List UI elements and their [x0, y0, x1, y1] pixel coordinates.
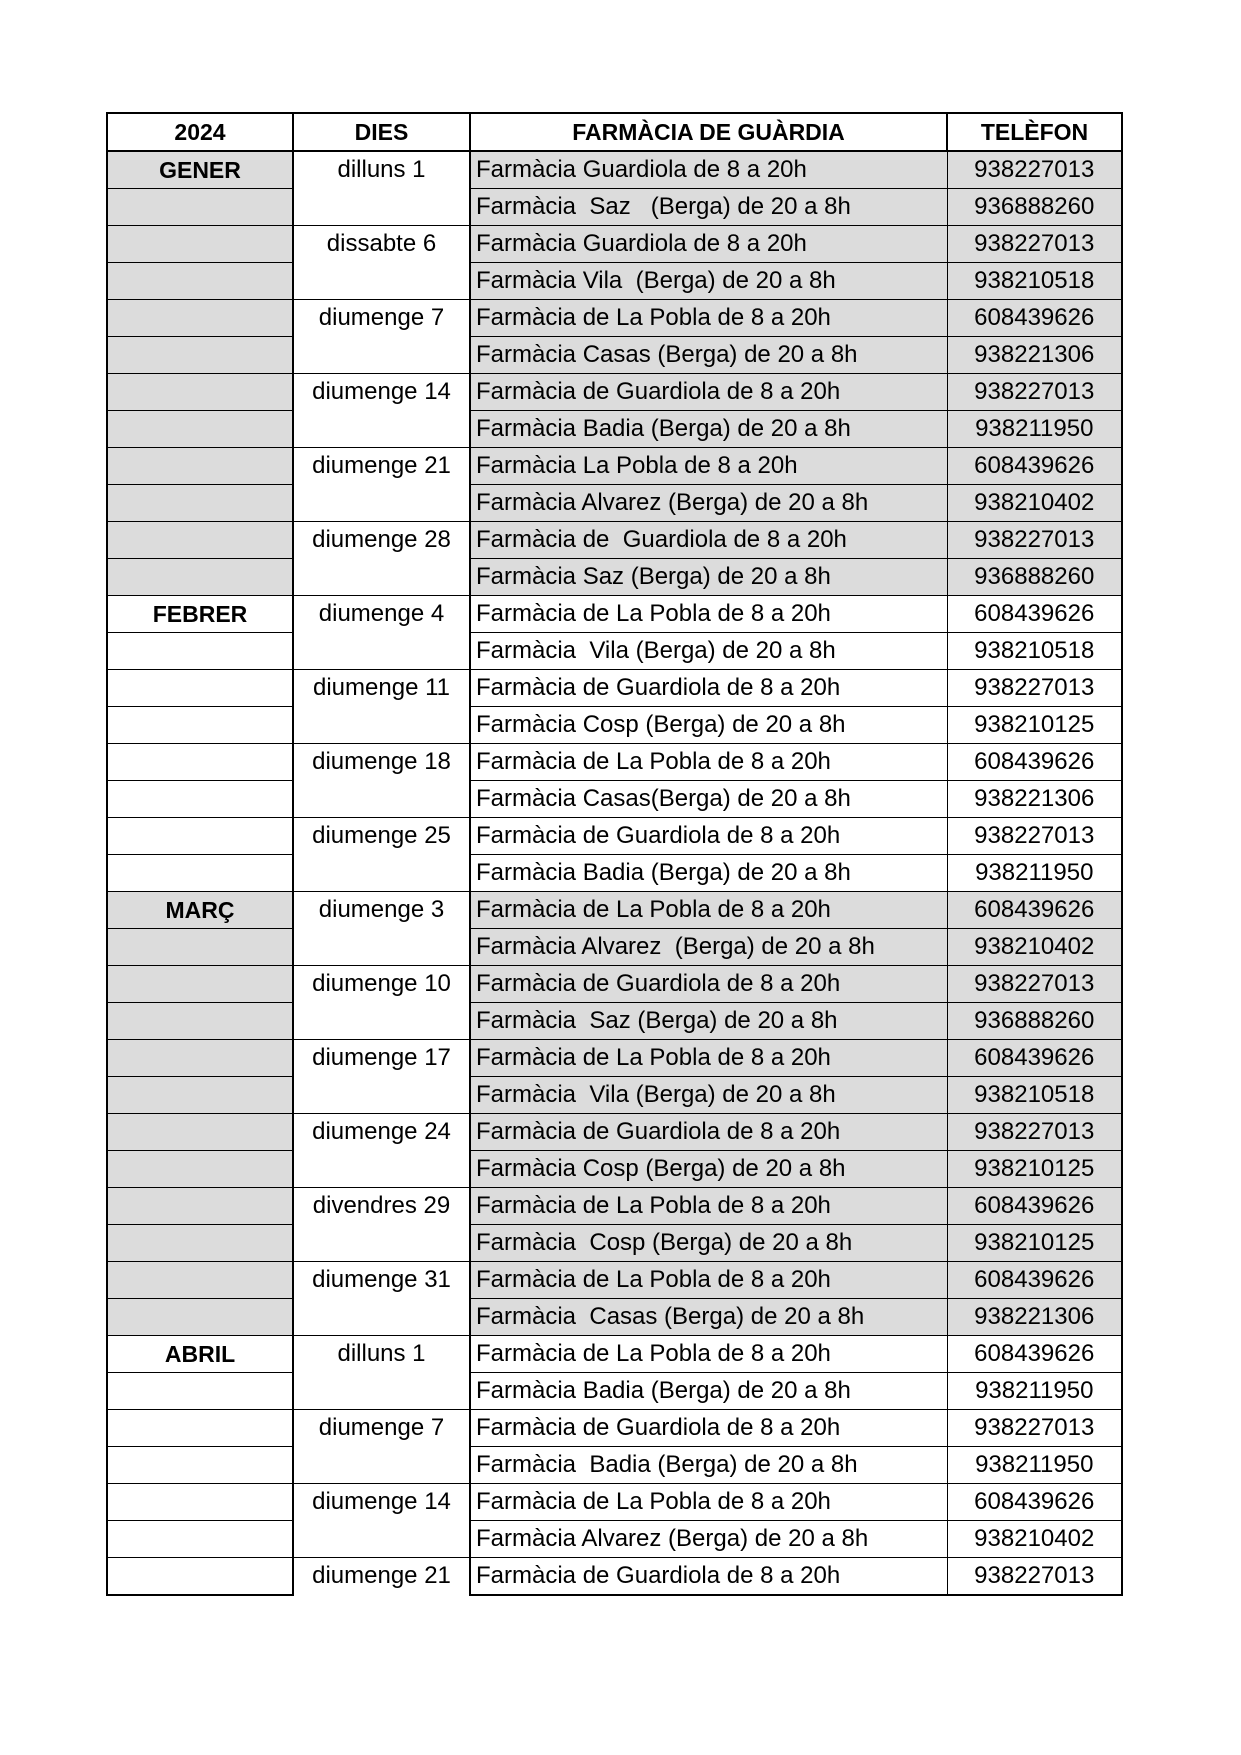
pharmacy-cell: Farmàcia de La Pobla de 8 a 20h [470, 1040, 947, 1077]
month-cell [107, 1299, 293, 1336]
phone-cell: 938227013 [947, 818, 1122, 855]
month-cell [107, 1447, 293, 1484]
month-cell [107, 1484, 293, 1521]
pharmacy-cell: Farmàcia Casas (Berga) de 20 a 8h [470, 337, 947, 374]
table-row [107, 448, 1122, 485]
table-row [107, 226, 1122, 263]
phone-cell: 608439626 [947, 448, 1122, 485]
table-row [107, 670, 1122, 707]
month-cell [107, 1521, 293, 1558]
table-row [107, 818, 1122, 855]
pharmacy-cell: Farmàcia Vila (Berga) de 20 a 8h [470, 1077, 947, 1114]
pharmacy-cell: Farmàcia Badia (Berga) de 20 a 8h [470, 1447, 947, 1484]
pharmacy-cell: Farmàcia de La Pobla de 8 a 20h [470, 596, 947, 633]
table-row [107, 411, 1122, 448]
pharmacy-cell: Farmàcia de Guardiola de 8 a 20h [470, 1558, 947, 1596]
pharmacy-cell: Farmàcia Vila (Berga) de 20 a 8h [470, 633, 947, 670]
pharmacy-cell: Farmàcia de La Pobla de 8 a 20h [470, 1484, 947, 1521]
pharmacy-cell: Farmàcia Vila (Berga) de 20 a 8h [470, 263, 947, 300]
phone-cell: 938211950 [947, 1373, 1122, 1410]
pharmacy-cell: Farmàcia Cosp (Berga) de 20 a 8h [470, 1225, 947, 1262]
table-row [107, 1373, 1122, 1410]
phone-cell: 938210125 [947, 1151, 1122, 1188]
month-cell [107, 1040, 293, 1077]
table-row [107, 1188, 1122, 1225]
phone-cell: 938227013 [947, 374, 1122, 411]
header-pharmacy: FARMÀCIA DE GUÀRDIA [470, 113, 947, 151]
month-cell: MARÇ [107, 892, 293, 929]
phone-cell: 608439626 [947, 596, 1122, 633]
month-cell: GENER [107, 151, 293, 189]
header-year: 2024 [107, 113, 293, 151]
phone-cell: 938227013 [947, 522, 1122, 559]
month-cell [107, 670, 293, 707]
phone-cell: 938210518 [947, 633, 1122, 670]
pharmacy-cell: Farmàcia Badia (Berga) de 20 a 8h [470, 855, 947, 892]
day-cell: dilluns 1 [293, 151, 470, 226]
header-days: DIES [293, 113, 470, 151]
month-cell [107, 818, 293, 855]
day-cell: diumenge 7 [293, 1410, 470, 1484]
phone-cell: 936888260 [947, 189, 1122, 226]
month-cell: ABRIL [107, 1336, 293, 1373]
phone-cell: 938211950 [947, 1447, 1122, 1484]
month-cell [107, 374, 293, 411]
pharmacy-cell: Farmàcia La Pobla de 8 a 20h [470, 448, 947, 485]
pharmacy-cell: Farmàcia de La Pobla de 8 a 20h [470, 892, 947, 929]
table-row [107, 1262, 1122, 1299]
phone-cell: 938227013 [947, 1114, 1122, 1151]
table-row [107, 337, 1122, 374]
table-row [107, 374, 1122, 411]
phone-cell: 608439626 [947, 1484, 1122, 1521]
phone-cell: 938221306 [947, 1299, 1122, 1336]
phone-cell: 608439626 [947, 300, 1122, 337]
month-cell [107, 448, 293, 485]
table-row [107, 1040, 1122, 1077]
table-row [107, 1114, 1122, 1151]
month-cell [107, 411, 293, 448]
table-row [107, 1336, 1122, 1373]
month-cell [107, 1114, 293, 1151]
month-cell [107, 1151, 293, 1188]
pharmacy-cell: Farmàcia Casas(Berga) de 20 a 8h [470, 781, 947, 818]
pharmacy-cell: Farmàcia Alvarez (Berga) de 20 a 8h [470, 1521, 947, 1558]
month-cell: FEBRER [107, 596, 293, 633]
month-cell [107, 485, 293, 522]
month-cell [107, 522, 293, 559]
phone-cell: 938227013 [947, 1558, 1122, 1596]
phone-cell: 608439626 [947, 744, 1122, 781]
day-cell: diumenge 7 [293, 300, 470, 374]
day-cell: diumenge 25 [293, 818, 470, 892]
table-row [107, 1151, 1122, 1188]
pharmacy-cell: Farmàcia de La Pobla de 8 a 20h [470, 300, 947, 337]
day-cell: dilluns 1 [293, 1336, 470, 1410]
month-cell [107, 1262, 293, 1299]
table-header [107, 113, 1122, 151]
pharmacy-cell: Farmàcia Saz (Berga) de 20 a 8h [470, 559, 947, 596]
table-row [107, 151, 1122, 189]
month-cell [107, 1003, 293, 1040]
phone-cell: 608439626 [947, 1336, 1122, 1373]
day-cell: diumenge 21 [293, 1558, 470, 1596]
table-row [107, 633, 1122, 670]
pharmacy-cell: Farmàcia de Guardiola de 8 a 20h [470, 374, 947, 411]
table-row [107, 1225, 1122, 1262]
phone-cell: 938210402 [947, 485, 1122, 522]
phone-cell: 608439626 [947, 892, 1122, 929]
table-row [107, 1077, 1122, 1114]
pharmacy-cell: Farmàcia Badia (Berga) de 20 a 8h [470, 411, 947, 448]
day-cell: diumenge 10 [293, 966, 470, 1040]
day-cell: divendres 29 [293, 1188, 470, 1262]
pharmacy-cell: Farmàcia de La Pobla de 8 a 20h [470, 1188, 947, 1225]
pharmacy-cell: Farmàcia de Guardiola de 8 a 20h [470, 1410, 947, 1447]
month-cell [107, 1225, 293, 1262]
day-cell: dissabte 6 [293, 226, 470, 300]
day-cell: diumenge 14 [293, 1484, 470, 1558]
phone-cell: 936888260 [947, 1003, 1122, 1040]
month-cell [107, 855, 293, 892]
month-cell [107, 226, 293, 263]
table-row [107, 189, 1122, 226]
day-cell: diumenge 18 [293, 744, 470, 818]
pharmacy-cell: Farmàcia Cosp (Berga) de 20 a 8h [470, 1151, 947, 1188]
phone-cell: 608439626 [947, 1040, 1122, 1077]
table-row [107, 1521, 1122, 1558]
day-cell: diumenge 24 [293, 1114, 470, 1188]
table-row [107, 522, 1122, 559]
day-cell: diumenge 11 [293, 670, 470, 744]
month-cell [107, 966, 293, 1003]
pharmacy-cell: Farmàcia de La Pobla de 8 a 20h [470, 1262, 947, 1299]
month-cell [107, 1558, 293, 1596]
day-cell: diumenge 3 [293, 892, 470, 966]
phone-cell: 608439626 [947, 1188, 1122, 1225]
month-cell [107, 744, 293, 781]
table-row [107, 300, 1122, 337]
header-row [107, 113, 1122, 151]
phone-cell: 938211950 [947, 411, 1122, 448]
month-cell [107, 189, 293, 226]
table-row [107, 1410, 1122, 1447]
pharmacy-cell: Farmàcia Alvarez (Berga) de 20 a 8h [470, 485, 947, 522]
table-row [107, 1447, 1122, 1484]
pharmacy-cell: Farmàcia Guardiola de 8 a 20h [470, 151, 947, 189]
table-row [107, 781, 1122, 818]
month-cell [107, 300, 293, 337]
phone-cell: 938210402 [947, 929, 1122, 966]
pharmacy-cell: Farmàcia de La Pobla de 8 a 20h [470, 1336, 947, 1373]
month-cell [107, 781, 293, 818]
table-row [107, 1558, 1122, 1596]
phone-cell: 938227013 [947, 226, 1122, 263]
pharmacy-cell: Farmàcia de Guardiola de 8 a 20h [470, 818, 947, 855]
month-cell [107, 337, 293, 374]
phone-cell: 936888260 [947, 559, 1122, 596]
pharmacy-cell: Farmàcia Saz (Berga) de 20 a 8h [470, 189, 947, 226]
phone-cell: 938227013 [947, 1410, 1122, 1447]
table-row [107, 1003, 1122, 1040]
table-row [107, 263, 1122, 300]
month-cell [107, 263, 293, 300]
phone-cell: 938210518 [947, 1077, 1122, 1114]
table-row [107, 596, 1122, 633]
pharmacy-cell: Farmàcia de Guardiola de 8 a 20h [470, 670, 947, 707]
pharmacy-cell: Farmàcia Cosp (Berga) de 20 a 8h [470, 707, 947, 744]
table-row [107, 707, 1122, 744]
phone-cell: 938210125 [947, 1225, 1122, 1262]
table-row [107, 855, 1122, 892]
month-cell [107, 1188, 293, 1225]
phone-cell: 938211950 [947, 855, 1122, 892]
pharmacy-schedule-table [106, 112, 1123, 1596]
table-row [107, 1299, 1122, 1336]
table-row [107, 744, 1122, 781]
table-row [107, 929, 1122, 966]
table-body [107, 151, 1122, 1595]
month-cell [107, 929, 293, 966]
day-cell: diumenge 4 [293, 596, 470, 670]
day-cell: diumenge 21 [293, 448, 470, 522]
pharmacy-cell: Farmàcia de La Pobla de 8 a 20h [470, 744, 947, 781]
header-phone: TELÈFON [947, 113, 1122, 151]
table-row [107, 966, 1122, 1003]
table-row [107, 485, 1122, 522]
pharmacy-cell: Farmàcia Saz (Berga) de 20 a 8h [470, 1003, 947, 1040]
pharmacy-cell: Farmàcia Guardiola de 8 a 20h [470, 226, 947, 263]
phone-cell: 608439626 [947, 1262, 1122, 1299]
phone-cell: 938227013 [947, 966, 1122, 1003]
phone-cell: 938210402 [947, 1521, 1122, 1558]
pharmacy-cell: Farmàcia de Guardiola de 8 a 20h [470, 522, 947, 559]
phone-cell: 938210125 [947, 707, 1122, 744]
month-cell [107, 1373, 293, 1410]
day-cell: diumenge 14 [293, 374, 470, 448]
pharmacy-cell: Farmàcia Casas (Berga) de 20 a 8h [470, 1299, 947, 1336]
month-cell [107, 707, 293, 744]
phone-cell: 938210518 [947, 263, 1122, 300]
month-cell [107, 1077, 293, 1114]
pharmacy-cell: Farmàcia Alvarez (Berga) de 20 a 8h [470, 929, 947, 966]
pharmacy-cell: Farmàcia Badia (Berga) de 20 a 8h [470, 1373, 947, 1410]
month-cell [107, 1410, 293, 1447]
phone-cell: 938221306 [947, 337, 1122, 374]
phone-cell: 938221306 [947, 781, 1122, 818]
table-row [107, 1484, 1122, 1521]
pharmacy-cell: Farmàcia de Guardiola de 8 a 20h [470, 1114, 947, 1151]
day-cell: diumenge 17 [293, 1040, 470, 1114]
table-row [107, 892, 1122, 929]
pharmacy-cell: Farmàcia de Guardiola de 8 a 20h [470, 966, 947, 1003]
day-cell: diumenge 28 [293, 522, 470, 596]
month-cell [107, 633, 293, 670]
phone-cell: 938227013 [947, 151, 1122, 189]
day-cell: diumenge 31 [293, 1262, 470, 1336]
phone-cell: 938227013 [947, 670, 1122, 707]
month-cell [107, 559, 293, 596]
table-row [107, 559, 1122, 596]
